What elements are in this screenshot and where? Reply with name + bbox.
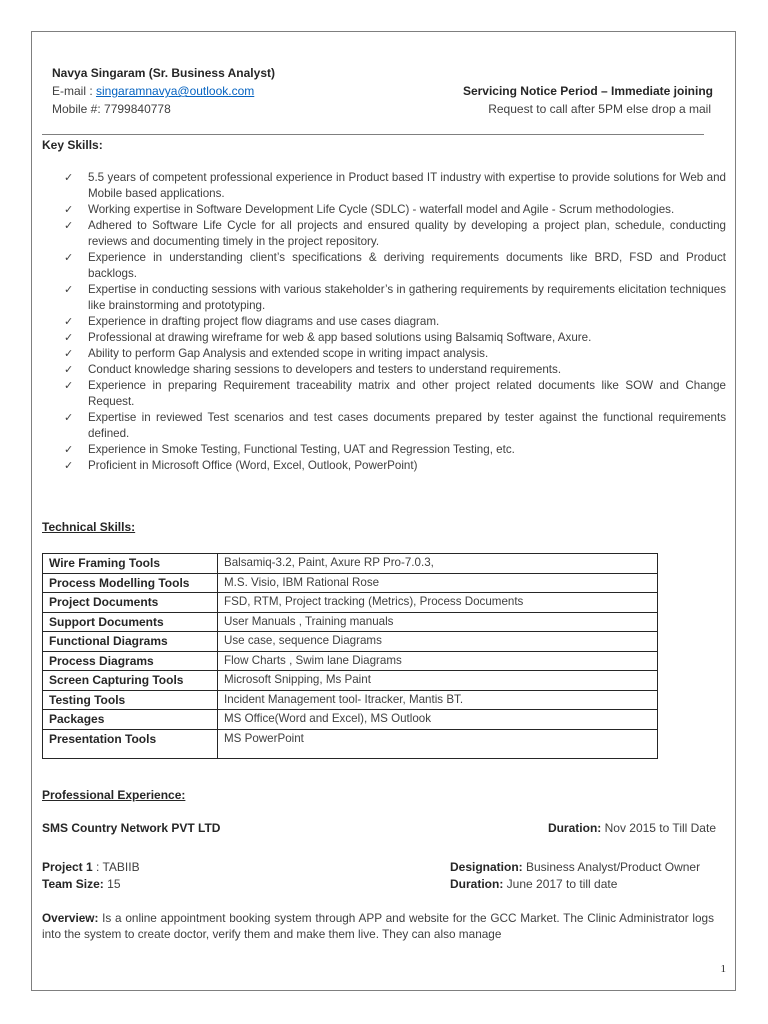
skill-tools: Balsamiq-3.2, Paint, Axure RP Pro-7.0.3, [218, 554, 658, 574]
key-skill-item [60, 458, 726, 474]
designation-label: Designation: [450, 860, 523, 874]
checkmark-icon: ✓ [64, 172, 74, 184]
key-skill-item [60, 314, 726, 330]
skill-category: Presentation Tools [43, 729, 218, 758]
key-skill-item [60, 442, 726, 458]
team-size-label: Team Size: [42, 877, 104, 891]
key-skill-item [60, 378, 726, 410]
key-skills-title: Key Skills: [42, 138, 103, 152]
key-skill-item [60, 330, 726, 346]
checkmark-icon: ✓ [64, 380, 74, 392]
skill-tools: FSD, RTM, Project tracking (Metrics), Process Documents [218, 593, 658, 613]
key-skill-text: Ability to perform Gap Analysis and extended scope in writing impact analysis. [88, 347, 489, 360]
professional-experience-title: Professional Experience: [42, 788, 186, 802]
project-duration-line [450, 876, 617, 892]
checkmark-icon: ✓ [64, 412, 74, 424]
duration-label: Duration: [547, 821, 602, 835]
project-label: Project 1 [42, 860, 93, 874]
checkmark-icon: ✓ [64, 460, 74, 472]
checkmark-icon: ✓ [64, 204, 74, 216]
overview-paragraph [42, 910, 714, 942]
key-skill-text: Professional at drawing wireframe for web & app based solutions using Balsamiq Software, Axure. [88, 331, 592, 344]
company-duration [548, 820, 716, 836]
skill-tools: MS Office(Word and Excel), MS Outlook [218, 710, 658, 730]
company-name: SMS Country Network PVT LTD [42, 821, 221, 835]
skill-category: Wire Framing Tools [43, 554, 218, 574]
technical-skills-table [42, 553, 658, 759]
checkmark-icon: ✓ [64, 284, 74, 296]
project-value: : TABIIB [92, 860, 140, 874]
table-row [43, 612, 658, 632]
call-note: Request to call after 5PM else drop a mail [488, 102, 711, 116]
email-label: E-mail : [52, 84, 97, 98]
key-skill-text: Experience in understanding client’s specifications & deriving requirements documents like BRD, FSD and Product backlogs. [88, 251, 726, 280]
skill-tools: Incident Management tool- Itracker, Mantis BT. [218, 690, 658, 710]
overview-label: Overview: [42, 911, 99, 925]
skill-category: Functional Diagrams [43, 632, 218, 652]
table-row [43, 651, 658, 671]
key-skill-item [60, 202, 726, 218]
skill-category: Process Modelling Tools [43, 573, 218, 593]
skill-category: Screen Capturing Tools [43, 671, 218, 691]
table-row [43, 593, 658, 613]
table-row [43, 671, 658, 691]
key-skill-text: Adhered to Software Life Cycle for all projects and ensured quality by developing a project plan, schedule, conducting reviews and documenting timely in the project repository. [88, 219, 726, 248]
skill-category: Testing Tools [43, 690, 218, 710]
skill-tools: Use case, sequence Diagrams [218, 632, 658, 652]
table-row [43, 573, 658, 593]
key-skill-item [60, 362, 726, 378]
project-duration-label: Duration: [450, 877, 504, 891]
header-divider [42, 134, 704, 135]
key-skill-item [60, 170, 726, 202]
key-skill-text: Expertise in reviewed Test scenarios and test cases documents prepared by tester against the functional requirements defined. [88, 411, 726, 440]
skill-category: Support Documents [43, 612, 218, 632]
table-row [43, 729, 658, 758]
skill-tools: M.S. Visio, IBM Rational Rose [218, 573, 658, 593]
skill-tools: Microsoft Snipping, Ms Paint [218, 671, 658, 691]
page-number: 1 [720, 963, 726, 975]
checkmark-icon: ✓ [64, 252, 74, 264]
key-skill-item [60, 410, 726, 442]
team-size-line [42, 876, 121, 892]
team-size-value: 15 [103, 877, 121, 891]
table-row [43, 554, 658, 574]
key-skill-text: Expertise in conducting sessions with various stakeholder’s in gathering requirements by requirements elicitation techniques like brainstorming and prototyping. [88, 283, 726, 312]
skill-category: Process Diagrams [43, 651, 218, 671]
email-link[interactable]: singaramnavya@outlook.com [96, 84, 255, 98]
project-duration-value: June 2017 to till date [503, 877, 618, 891]
key-skill-item [60, 250, 726, 282]
technical-skills-title: Technical Skills: [42, 520, 136, 534]
skill-tools: Flow Charts , Swim lane Diagrams [218, 651, 658, 671]
overview-text: Is a online appointment booking system through APP and website for the GCC Market. The Clinic Administrator logs into the system to create doctor, verify them and make them live. They can also manage [42, 911, 714, 941]
key-skills-list [60, 170, 726, 474]
key-skill-item [60, 282, 726, 314]
email-line [52, 83, 254, 99]
checkmark-icon: ✓ [64, 332, 74, 344]
designation-line [450, 859, 700, 875]
duration-value: Nov 2015 to Till Date [601, 821, 716, 835]
skill-category: Project Documents [43, 593, 218, 613]
skill-tools: User Manuals , Training manuals [218, 612, 658, 632]
key-skill-text: Experience in preparing Requirement traceability matrix and other project related documents like SOW and Change Request. [88, 379, 726, 408]
key-skill-item [60, 346, 726, 362]
table-row [43, 632, 658, 652]
candidate-name: Navya Singaram (Sr. Business Analyst) [52, 66, 275, 80]
checkmark-icon: ✓ [64, 348, 74, 360]
key-skill-text: Conduct knowledge sharing sessions to developers and testers to understand requirements. [88, 363, 562, 376]
checkmark-icon: ✓ [64, 364, 74, 376]
mobile-line: Mobile #: 7799840778 [52, 102, 171, 116]
key-skill-text: 5.5 years of competent professional experience in Product based IT industry with expertise to provide solutions for Web and Mobile based applications. [88, 171, 726, 200]
checkmark-icon: ✓ [64, 220, 74, 232]
designation-value: Business Analyst/Product Owner [522, 860, 701, 874]
key-skill-text: Proficient in Microsoft Office (Word, Excel, Outlook, PowerPoint) [88, 459, 418, 472]
key-skill-text: Working expertise in Software Development Life Cycle (SDLC) - waterfall model and Agile - Scrum methodologies. [88, 203, 675, 216]
skill-category: Packages [43, 710, 218, 730]
checkmark-icon: ✓ [64, 316, 74, 328]
table-row [43, 690, 658, 710]
key-skill-item [60, 218, 726, 250]
key-skill-text: Experience in Smoke Testing, Functional Testing, UAT and Regression Testing, etc. [88, 443, 515, 456]
key-skill-text: Experience in drafting project flow diagrams and use cases diagram. [88, 315, 440, 328]
project-line [42, 859, 140, 875]
skill-tools: MS PowerPoint [218, 729, 658, 758]
table-row [43, 710, 658, 730]
checkmark-icon: ✓ [64, 444, 74, 456]
notice-period: Servicing Notice Period – Immediate joining [462, 84, 713, 98]
